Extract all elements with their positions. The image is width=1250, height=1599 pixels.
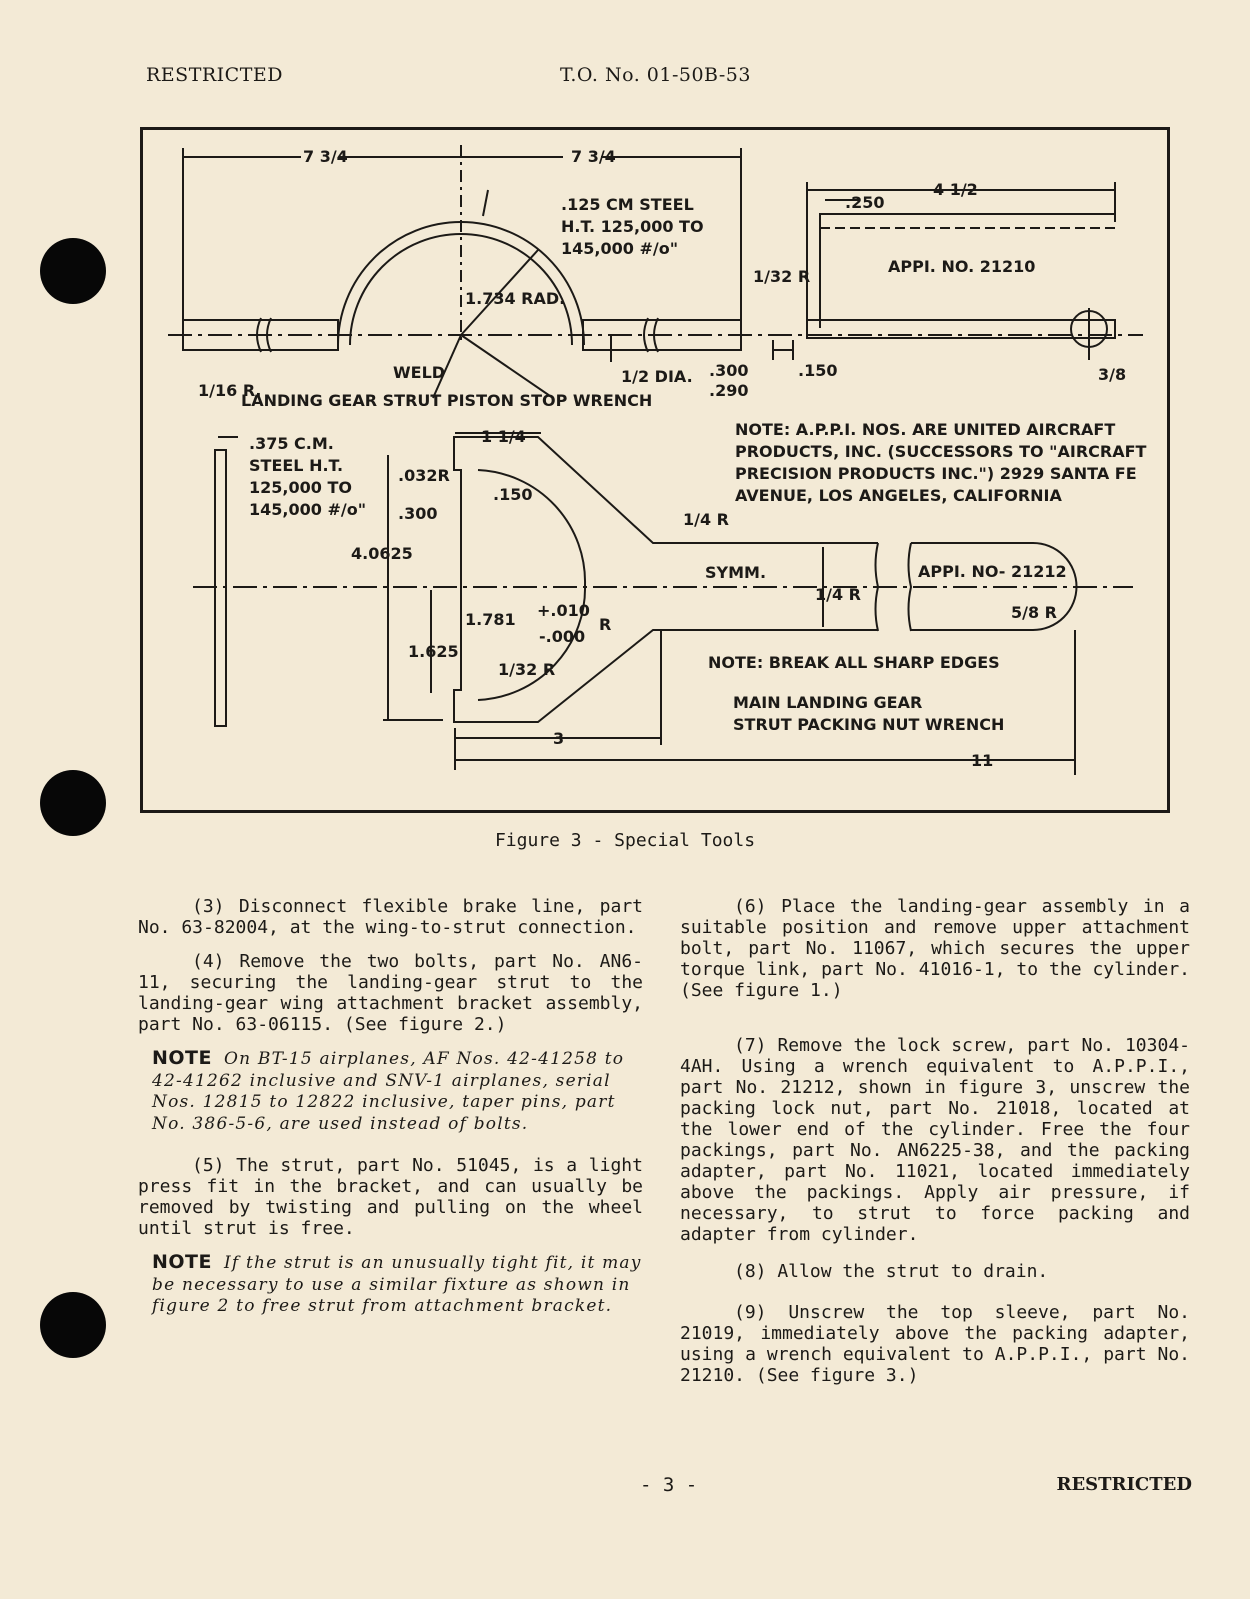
dim-7-3-4-left: 7 3/4	[303, 147, 348, 166]
weld-label: WELD	[393, 363, 446, 382]
left-column	[138, 896, 643, 1338]
dim-7-3-4-right: 7 3/4	[571, 147, 616, 166]
footer-restricted: RESTRICTED	[1056, 1474, 1192, 1495]
page-number: - 3 -	[640, 1474, 698, 1496]
half-dia-label: 1/2 DIA.	[621, 367, 693, 386]
dim-290: .290	[709, 381, 749, 400]
note-bt15	[152, 1048, 643, 1135]
right-column	[680, 896, 1190, 1399]
header-restricted: RESTRICTED	[146, 64, 283, 86]
leader	[483, 190, 488, 216]
steel375-line-3: 125,000 TO	[249, 478, 352, 497]
radius-label: 1.734 RAD.	[465, 289, 566, 308]
note-appi-line-4: AVENUE, LOS ANGELES, CALIFORNIA	[735, 486, 1062, 505]
note-appi-line-3: PRECISION PRODUCTS INC.") 2929 SANTA FE	[735, 464, 1137, 483]
steel375-line-2: STEEL H.T.	[249, 456, 344, 475]
binder-hole-2	[40, 770, 106, 836]
step-6: (6) Place the landing-gear assembly in a suitable position and remove upper attachment bolt, part No. 11067, which secures the upper torque link, part No. 41016-1, to the cylinder. (See figure 1.)	[680, 896, 1190, 1001]
step-4: (4) Remove the two bolts, part No. AN6-11, securing the landing-gear strut to the landing-gear wing attachment bracket assembly, part No. 63-06115. (See figure 2.)	[138, 951, 643, 1035]
tol-minus: -.000	[539, 627, 586, 646]
dim-11: 11	[971, 751, 994, 770]
step-8: (8) Allow the strut to drain.	[734, 1261, 1049, 1282]
symm-label: SYMM.	[705, 563, 767, 582]
packing-title-line-1: MAIN LANDING GEAR	[733, 693, 923, 712]
step-3: (3) Disconnect flexible brake line, part No. 63-82004, at the wing-to-strut connection.	[138, 896, 643, 938]
special-tools-drawing	[143, 130, 1167, 810]
dim-150-end: .150	[798, 361, 838, 380]
figure-3-frame	[140, 127, 1170, 813]
dim-3-8: 3/8	[1098, 365, 1127, 384]
steel-spec-line-3: 145,000 #/o"	[561, 239, 679, 258]
note-break-edges: NOTE: BREAK ALL SHARP EDGES	[708, 653, 1000, 672]
dim-300-lower: .300	[398, 504, 438, 523]
note-appi-line-1: NOTE: A.P.P.I. NOS. ARE UNITED AIRCRAFT	[735, 420, 1116, 439]
dim-1-1-4: 1 1/4	[481, 427, 526, 446]
r-1-4-a-label: 1/4 R	[683, 510, 729, 529]
step-7: (7) Remove the lock screw, part No. 10304-4AH. Using a wrench equivalent to A.P.P.I., part No. 21212, shown in figure 3, unscrew the packing lock nut, part No. 21018, located at the lower end of the cylinder. Free the four packings, part No. AN6225-38, and the packing adapter, part No. 11021, located immediately above the packings. Apply air pressure, if necessary, to strut to force packing and adapter from cylinder.	[680, 1035, 1190, 1245]
leader	[461, 335, 553, 398]
step-5: (5) The strut, part No. 51045, is a light press fit in the bracket, and can usually be removed by twisting and pulling on the wheel until strut is free.	[138, 1155, 643, 1239]
note-tight-fit	[152, 1252, 643, 1318]
appi-21210-label: APPI. NO. 21210	[888, 257, 1036, 276]
steel-spec-line-2: H.T. 125,000 TO	[561, 217, 704, 236]
steel375-line-4: 145,000 #/o"	[249, 500, 367, 519]
steel-spec-line-1: .125 CM STEEL	[561, 195, 694, 214]
figure-caption: Figure 3 - Special Tools	[494, 830, 756, 851]
note-text: On BT-15 airplanes, AF Nos. 42-41258 to 42-41262 inclusive and SNV-1 airplanes, serial Nos. 12815 to 12822 inclusive, taper pins, part No. 386-5-6, are used instead of bolts.	[152, 1049, 625, 1134]
packing-title-line-2: STRUT PACKING NUT WRENCH	[733, 715, 1005, 734]
r-1-32-label: 1/32 R	[753, 267, 811, 286]
dim-032r: .032R	[398, 466, 450, 485]
r-5-8-label: 5/8 R	[1011, 603, 1057, 622]
r-1-32b-label: 1/32 R	[498, 660, 556, 679]
dim-4-1-2: 4 1/2	[933, 180, 978, 199]
dim-1781: 1.781	[465, 610, 516, 629]
r-1-16-label: 1/16 R.	[198, 381, 262, 400]
dim-300: .300	[709, 361, 749, 380]
step-9: (9) Unscrew the top sleeve, part No. 21019, immediately above the packing adapter, using a wrench equivalent to A.P.P.I., part No. 21210. (See figure 3.)	[680, 1302, 1190, 1386]
note-text: If the strut is an unusually tight fit, it may be necessary to use a similar fixture as shown in figure 2 to free strut from attachment bracket.	[152, 1253, 642, 1316]
dim-250: .250	[845, 193, 885, 212]
header-to-number: T.O. No. 01-50B-53	[560, 64, 751, 86]
piston-wrench-title: LANDING GEAR STRUT PISTON STOP WRENCH	[241, 391, 653, 410]
dim-3: 3	[553, 729, 565, 748]
note-appi-line-2: PRODUCTS, INC. (SUCCESSORS TO "AIRCRAFT	[735, 442, 1147, 461]
binder-hole-3	[40, 1292, 106, 1358]
note-label: NOTE	[152, 1251, 212, 1273]
steel375-line-1: .375 C.M.	[249, 434, 334, 453]
r-1-4-b-label: 1/4 R	[815, 585, 861, 604]
binder-hole-1	[40, 238, 106, 304]
tol-r: R	[599, 615, 612, 634]
dim-150-lower: .150	[493, 485, 533, 504]
appi-21212-label: APPI. NO- 21212	[918, 562, 1067, 581]
tol-plus: +.010	[537, 601, 590, 620]
dim-40625: 4.0625	[351, 544, 413, 563]
dim-1625: 1.625	[408, 642, 459, 661]
note-label: NOTE	[152, 1047, 212, 1069]
